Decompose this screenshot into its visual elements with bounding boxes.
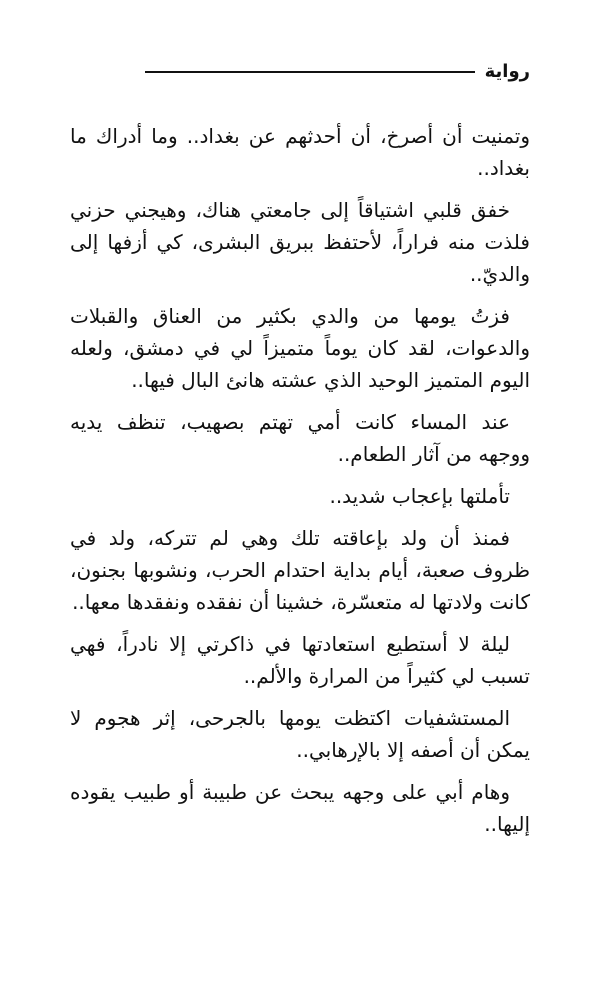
paragraph: فمنذ أن ولد بإعاقته تلك وهي لم تتركه، ولد في ظروف صعبة، أيام بداية احتدام الحرب، ونشوبها بجنون، كانت ولادتها له متعسّرة، خشينا أن نفقده ونفقدها معها..	[70, 526, 530, 614]
page-header	[145, 58, 530, 86]
paragraph: وهام أبي على وجهه يبحث عن طبيبة أو طبيب يقوده إليها..	[70, 780, 530, 836]
header-rule	[145, 71, 475, 73]
paragraph: عند المساء كانت أمي تهتم بصهيب، تنظف يديه ووجهه من آثار الطعام..	[70, 410, 530, 466]
paragraph: وتمنيت أن أصرخ، أن أحدثهم عن بغداد.. وما أدراك ما بغداد..	[70, 124, 530, 180]
paragraph: ليلة لا أستطيع استعادتها في ذاكرتي إلا نادراً، فهي تسبب لي كثيراً من المرارة والألم..	[70, 632, 530, 688]
paragraph: تأملتها بإعجاب شديد..	[329, 484, 510, 508]
paragraph: خفق قلبي اشتياقاً إلى جامعتي هناك، وهيجني حزني فلذت منه فراراً، لأحتفظ ببريق البشرى، كي أزفها إلى والديّ..	[70, 198, 530, 286]
body-text	[70, 120, 530, 850]
paragraph: المستشفيات اكتظت يومها بالجرحى، إثر هجوم لا يمكن أن أصفه إلا بالإرهابي..	[70, 706, 530, 762]
section-label: رواية	[484, 61, 530, 82]
paragraph: فزتُ يومها من والدي بكثير من العناق والقبلات والدعوات، لقد كان يوماً متميزاً لي في دمشق، ولعله اليوم المتميز الوحيد الذي عشته هانئ البال فيها..	[70, 304, 530, 392]
